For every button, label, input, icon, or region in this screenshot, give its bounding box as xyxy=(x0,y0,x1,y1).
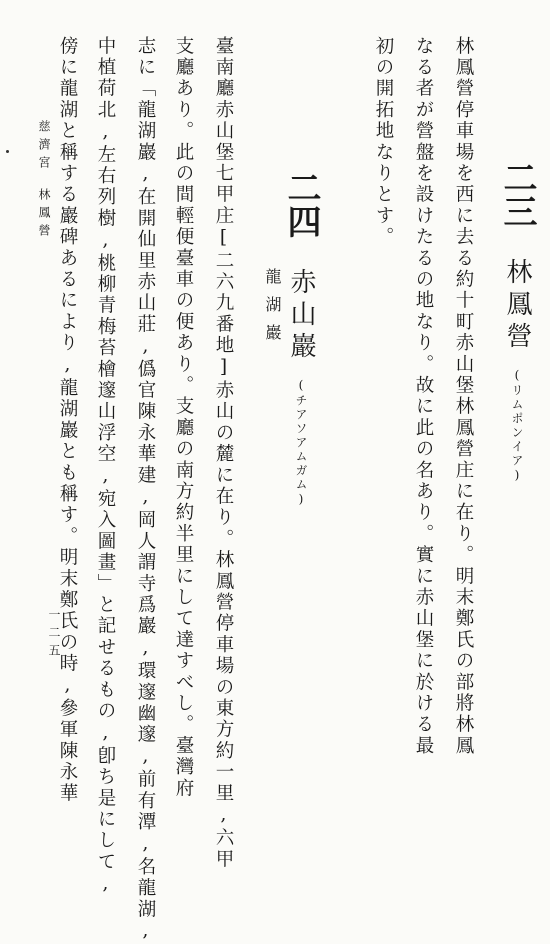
entry-24-heading xyxy=(281,170,321,508)
entry-24-title: 赤山巖 xyxy=(286,268,316,364)
entry-24-reading: (チアソアムガム) xyxy=(294,378,308,508)
entry-23-line-3: 初の開拓地なりとす。 xyxy=(373,36,394,248)
footer-header-label: 慈濟宮 xyxy=(37,120,51,174)
entry-24-line-3: 志に「龍湖巖,在開仙里赤山莊,僞官陳永華建,岡人謂寺爲巖,環邃幽邃,前有潭,名龍湖, xyxy=(135,36,156,944)
entry-24-number: 二四 xyxy=(281,170,321,238)
entry-24-line-2: 支廳あり。此の間輕便臺車の便あり。支廳の南方約半里にして達すべし。臺灣府 xyxy=(173,36,194,800)
page-number: 一二五 xyxy=(47,608,61,662)
entry-24-line-5: 傍に龍湖と稱する巖碑あるにより,龍湖巖とも稱す。明末鄭氏の時,參軍陳永華 xyxy=(57,36,78,805)
entry-23-line-2: なる者が營盤を設けたるの地なり。故に此の名あり。實に赤山堡に於ける最 xyxy=(413,36,434,757)
entry-23-reading: (リムポンイア) xyxy=(510,368,524,484)
entry-24-line-1: 臺南廳赤山堡七甲庄[二六九番地]赤山の麓に在り。林鳳營停車場の東方約一里,六甲 xyxy=(213,36,234,871)
ink-speck xyxy=(6,150,9,153)
entry-23-number: 二三 xyxy=(497,160,537,228)
entry-24-subtitle: 龍湖巖 xyxy=(263,268,282,352)
entry-23-line-1: 林鳳營停車場を西に去る約十町赤山堡林鳳營庄に在り。明末鄭氏の部將林鳳 xyxy=(453,36,474,757)
entry-23-heading xyxy=(497,160,537,484)
entry-24-line-4: 中植荷北,左右列樹,桃柳青梅苔檜邃山浮空,宛入圖畫」と記せるもの,卽ち是にして, xyxy=(95,36,116,897)
entry-23-title: 林鳳營 xyxy=(502,258,532,354)
footer-header-title: 林鳳營 xyxy=(37,188,51,242)
